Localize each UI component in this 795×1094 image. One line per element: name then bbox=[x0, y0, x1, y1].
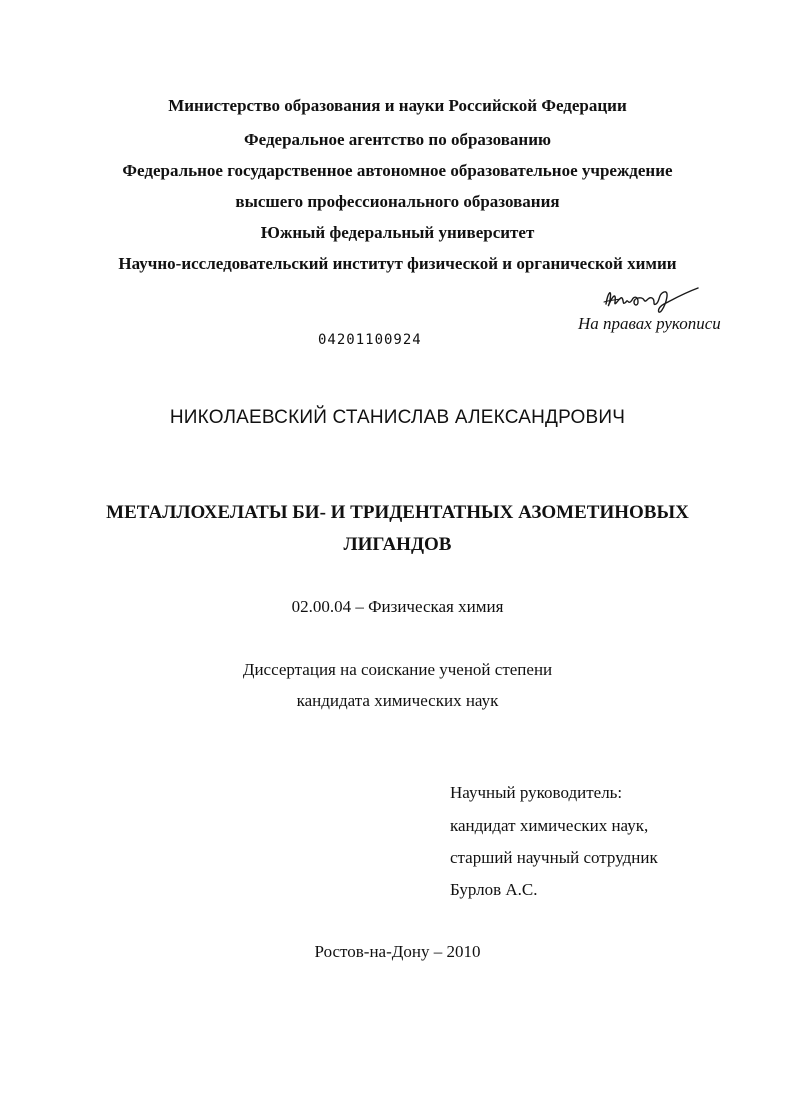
supervisor-label: Научный руководитель: bbox=[450, 783, 623, 802]
ministry-line: Министерство образования и науки Российской Федерации bbox=[168, 96, 627, 115]
specialty: 02.00.04 – Физическая химия bbox=[291, 597, 504, 616]
supervisor-name: Бурлов А.С. bbox=[450, 880, 538, 899]
supervisor-position: старший научный сотрудник bbox=[450, 848, 658, 867]
institution-type-line: Федеральное государственное автономное образовательное учреждение bbox=[122, 161, 673, 180]
dissertation-title-line-1: МЕТАЛЛОХЕЛАТЫ БИ- И ТРИДЕНТАТНЫХ АЗОМЕТИНОВЫХ bbox=[106, 502, 689, 523]
manuscript-note: На правах рукописи bbox=[578, 314, 721, 333]
place-year: Ростов-на-Дону – 2010 bbox=[314, 942, 481, 961]
supervisor-degree: кандидат химических наук, bbox=[450, 816, 649, 835]
degree-line-1: Диссертация на соискание ученой степени bbox=[242, 660, 553, 679]
institute-line: Научно-исследовательский институт физической и органической химии bbox=[118, 254, 677, 273]
degree-line-2: кандидата химических наук bbox=[296, 691, 499, 710]
education-level-line: высшего профессионального образования bbox=[235, 192, 560, 211]
handwritten-signature bbox=[598, 282, 708, 318]
catalog-code: 04201100924 bbox=[318, 332, 422, 348]
university-line: Южный федеральный университет bbox=[260, 223, 535, 242]
agency-line: Федеральное агентство по образованию bbox=[244, 130, 551, 149]
author-name: НИКОЛАЕВСКИЙ СТАНИСЛАВ АЛЕКСАНДРОВИЧ bbox=[169, 407, 626, 428]
dissertation-title-line-2: ЛИГАНДОВ bbox=[343, 534, 452, 555]
